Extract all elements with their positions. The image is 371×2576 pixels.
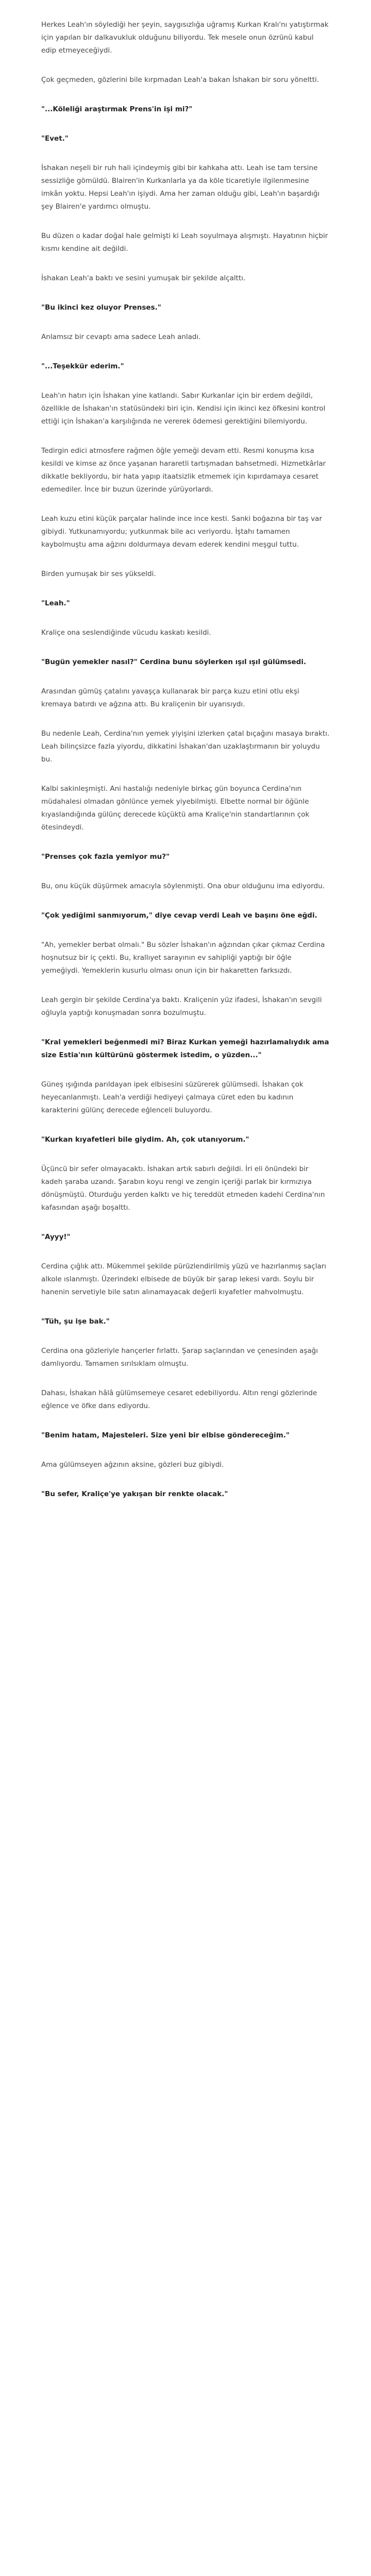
dialogue-line: "...Köleliği araştırmak Prens'in işi mi?": [41, 105, 193, 113]
narrative-paragraph: Arasından gümüş çatalını yavaşça kullanarak bir parça kuzu etini otlu ekşi kremaya batırdı ve ağzına attı. Bu kraliçenin bir uyarısıydı.: [41, 687, 299, 708]
dialogue-line: "Prenses çok fazla yemiyor mu?": [41, 853, 170, 861]
dialogue-line: "Benim hatam, Majesteleri. Size yeni bir elbise göndereceğim.": [41, 1431, 290, 1439]
narrative-paragraph: Çok geçmeden, gözlerini bile kırpmadan Leah'a bakan İshakan bir soru yöneltti.: [41, 76, 319, 84]
narrative-paragraph: Cerdina çığlık attı. Mükemmel şekilde pürüzlendirilmiş yüzü ve hazırlanmış saçları alkole ıslanmıştı. Üzerindeki elbisede de büyük bir şarap lekesi vardı. Soylu bir hanenin servetiyle bile satın alınamayacak değerli kıyafetler mahvolmuştu.: [41, 1262, 327, 1296]
narrative-paragraph: Kalbi sakinleşmişti. Ani hastalığı nedeniyle birkaç gün boyunca Cerdina'nın müdahalesi olmadan gönlünce yemek yiyebilmişti. Elbette normal bir öğünle kıyaslandığında gülünç derecede küçüktü ama Kraliçe'nin standartlarının çok ötesindeydi.: [41, 785, 310, 832]
narrative-paragraph: Ama gülümseyen ağzının aksine, gözleri buz gibiydi.: [41, 1461, 224, 1469]
narrative-paragraph: Birden yumuşak bir ses yükseldi.: [41, 570, 156, 578]
dialogue-line: "Leah.": [41, 599, 70, 607]
dialogue-line: "Çok yediğimi sanmıyorum," diye cevap verdi Leah ve başını öne eğdi.: [41, 911, 317, 920]
dialogue-line: "Kurkan kıyafetleri bile giydim. Ah, çok utanıyorum.": [41, 1136, 249, 1144]
dialogue-line: "Bugün yemekler nasıl?" Cerdina bunu söylerken ışıl ışıl gülümsedi.: [41, 658, 307, 666]
dialogue-line: "Kral yemekleri beğenmedi mi? Biraz Kurkan yemeği hazırlamalıydık ama size Estia'nın kültürünü göstermek istedim, o yüzden...": [41, 1038, 329, 1059]
dialogue-line: "Bu ikinci kez oluyor Prenses.": [41, 303, 161, 312]
narrative-paragraph: Leah kuzu etini küçük parçalar halinde ince ince kesti. Sanki boğazına bir taş var gibiydi. Yutkunamıyordu; yutkunmak bile acı veriyordu. İştahı tamamen kaybolmuştu ama ağzını doldurmaya devam ederek kendini meşgul tuttu.: [41, 515, 323, 549]
narrative-paragraph: Tedirgin edici atmosfere rağmen öğle yemeği devam etti. Resmi konuşma kısa kesildi ve kimse az önce yaşanan hararetli tartışmadan bahsetmedi. Hizmetkârlar dikkatle bekliyordu, bir hata yapıp itaatsizlik etmemek için kıpırdamaya cesaret edemediler. İnce bir buzun üzerinde yürüyorlardı.: [41, 447, 326, 494]
narrative-paragraph: İshakan neşeli bir ruh hali içindeymiş gibi bir kahkaha attı. Leah ise tam tersine sessizliğe gömüldü. Blairen'in Kurkanlarla ya da köle ticaretiyle ilgilenmesine imkân yoktu. Hepsi Leah'ın işiydi. Ama her zaman olduğu gibi, Leah'ın başardığı şey Blairen'e yardımcı olmuştu.: [41, 164, 320, 211]
narrative-paragraph: Üçüncü bir sefer olmayacaktı. İshakan artık sabırlı değildi. İri eli önündeki bir kadeh şaraba uzandı. Şarabın koyu rengi ve zengin içeriği parlak bir kırmızıya dönüşmüştü. Oturduğu yerden kalktı ve hiç tereddüt etmeden kadehi Cerdina'nın kafasından aşağı boşalttı.: [41, 1165, 325, 1212]
narrative-paragraph: "Ah, yemekler berbat olmalı." Bu sözler İshakan'ın ağzından çıkar çıkmaz Cerdina hoşnutsuz bir iç çekti. Bu, krallıyet sarayının ev sahipliği yaptığı bir öğle yemeğiydi. Yemeklerin kusurlu olması onun için bir hakaretten farksızdı.: [41, 941, 325, 975]
dialogue-line: "Evet.": [41, 134, 69, 143]
narrative-paragraph: Leah'ın hatırı için İshakan yine katlandı. Sabır Kurkanlar için bir erdem değildi, özellikle de İshakan'ın statüsündeki biri için. Kendisi için ikinci kez öfkesini kontrol ettiği için İshakan'a karşılığında ne vererek ödemesi gerektiğini bilemiyordu.: [41, 392, 326, 426]
narrative-paragraph: İshakan Leah'a baktı ve sesini yumuşak bir şekilde alçalttı.: [41, 274, 246, 282]
dialogue-line: "Tüh, şu işe bak.": [41, 1317, 110, 1326]
narrative-paragraph: Güneş ışığında parıldayan ipek elbisesini süzürerek gülümsedi. İshakan çok heyecanlanmıştı. Leah'a verdiği hediyeyi çalmaya cüret eden bu kadının karakterini gülünç derecede eğlenceli buluyordu.: [41, 1080, 303, 1114]
narrative-paragraph: Dahası, İshakan hâlâ gülümsemeye cesaret edebiliyordu. Altın rengi gözlerinde eğlence ve öfke dans ediyordu.: [41, 1389, 317, 1410]
narrative-paragraph: Anlamsız bir cevaptı ama sadece Leah anladı.: [41, 333, 201, 341]
narrative-paragraph: Bu nedenle Leah, Cerdina'nın yemek yiyişini izlerken çatal bıçağını masaya bıraktı. Leah bilinçsizce fazla yiyordu, dikkatini İshakan'dan uzaklaştırmanın bir yoluydu bu.: [41, 730, 330, 764]
narrative-paragraph: Bu düzen o kadar doğal hale gelmişti ki Leah soyulmaya alışmıştı. Hayatının hiçbir kısmı kendine ait değildi.: [41, 232, 328, 253]
narrative-paragraph: Leah gergin bir şekilde Cerdina'ya baktı. Kraliçenin yüz ifadesi, İshakan'ın sevgili oğluyla yaptığı konuşmadan sonra bozulmuştu.: [41, 996, 322, 1017]
narrative-paragraph: Kraliçe ona seslendiğinde vücudu kaskatı kesildi.: [41, 629, 211, 637]
dialogue-line: "Ayyy!": [41, 1233, 71, 1241]
narrative-paragraph: Bu, onu küçük düşürmek amacıyla söylenmişti. Ona obur olduğunu ima ediyordu.: [41, 882, 325, 890]
dialogue-line: "Bu sefer, Kraliçe'ye yakışan bir renkte olacak.": [41, 1490, 228, 1498]
narrative-paragraph: Herkes Leah'ın söylediği her şeyin, saygısızlığa uğramış Kurkan Kralı'nı yatıştırmak için yapılan bir dalkavukluk olduğunu biliyordu. Tek mesele onun özrünü kabul edip etmeyeceğiydi.: [41, 21, 329, 55]
dialogue-line: "...Teşekkür ederim.": [41, 362, 124, 370]
narrative-paragraph: Cerdina ona gözleriyle hançerler fırlattı. Şarap saçlarından ve çenesinden aşağı damlıyordu. Tamamen sırılsıklam olmuştu.: [41, 1347, 318, 1368]
